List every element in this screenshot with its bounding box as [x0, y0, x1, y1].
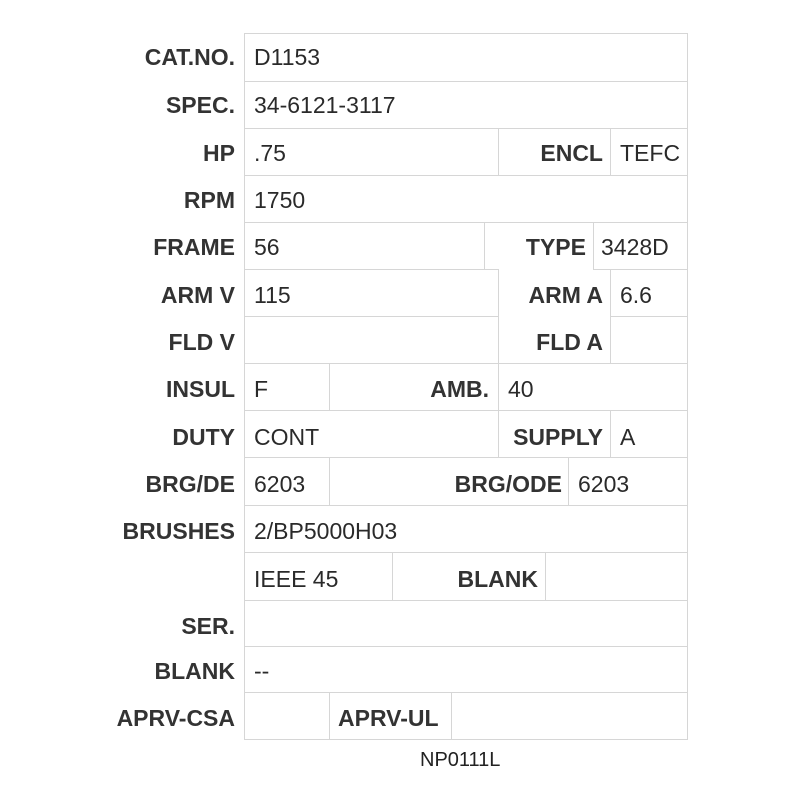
brushes-value: 2/BP5000H03	[254, 518, 398, 544]
rpm-cell	[244, 175, 688, 223]
supply-value: A	[620, 424, 636, 450]
spec-label: SPEC.	[165, 92, 235, 118]
fld-v-label: FLD V	[168, 329, 235, 355]
brg-ode-value: 6203	[578, 471, 630, 497]
rpm-value: 1750	[254, 187, 306, 213]
brg-de-value: 6203	[254, 471, 306, 497]
encl-label: ENCL	[540, 140, 603, 166]
encl-value: TEFC	[620, 140, 681, 166]
blank-label: BLANK	[154, 658, 235, 684]
brushes-label: BRUSHES	[122, 518, 235, 544]
cat-no-label: CAT.NO.	[144, 44, 235, 70]
arm-v-value: 115	[254, 282, 291, 308]
hp-value: .75	[254, 140, 286, 166]
type-label: TYPE	[525, 234, 586, 260]
brg-ode-label: BRG/ODE	[454, 471, 562, 497]
fld-a-cell	[610, 316, 688, 364]
rpm-label: RPM	[183, 187, 235, 213]
spec-value: 34-6121-3117	[254, 92, 396, 118]
ieee-value: IEEE 45	[254, 566, 339, 592]
fld-v-cell	[244, 316, 499, 364]
aprv-csa-label: APRV-CSA	[116, 705, 235, 731]
duty-value: CONT	[254, 424, 320, 450]
blank-cell	[244, 646, 688, 693]
duty-label: DUTY	[172, 424, 235, 450]
brg-de-label: BRG/DE	[145, 471, 235, 497]
ser-cell	[244, 600, 688, 647]
ser-label: SER.	[181, 613, 235, 639]
insul-label: INSUL	[166, 376, 235, 402]
arm-a-label: ARM A	[528, 282, 603, 308]
amb-label: AMB.	[430, 376, 489, 402]
blank-value: --	[254, 658, 270, 684]
arm-v-label: ARM V	[160, 282, 235, 308]
arm-a-value: 6.6	[620, 282, 652, 308]
frame-label: FRAME	[153, 234, 235, 260]
hp-label: HP	[203, 140, 235, 166]
type-value: 3428D	[601, 234, 669, 260]
fld-a-label: FLD A	[536, 329, 603, 355]
cat-no-value: D1153	[254, 44, 321, 70]
frame-cell	[244, 222, 485, 270]
frame-value: 56	[254, 234, 280, 260]
insul-value: F	[254, 376, 269, 402]
supply-label: SUPPLY	[513, 424, 603, 450]
footer-code: NP0111L	[420, 749, 501, 771]
aprv-csa-cell	[244, 692, 330, 740]
aprv-ul-label: APRV-UL	[338, 705, 439, 731]
blank-inline-label: BLANK	[457, 566, 538, 592]
amb-value: 40	[508, 376, 534, 402]
aprv-ul-cell	[451, 692, 688, 740]
blank-inline-cell	[545, 552, 688, 601]
